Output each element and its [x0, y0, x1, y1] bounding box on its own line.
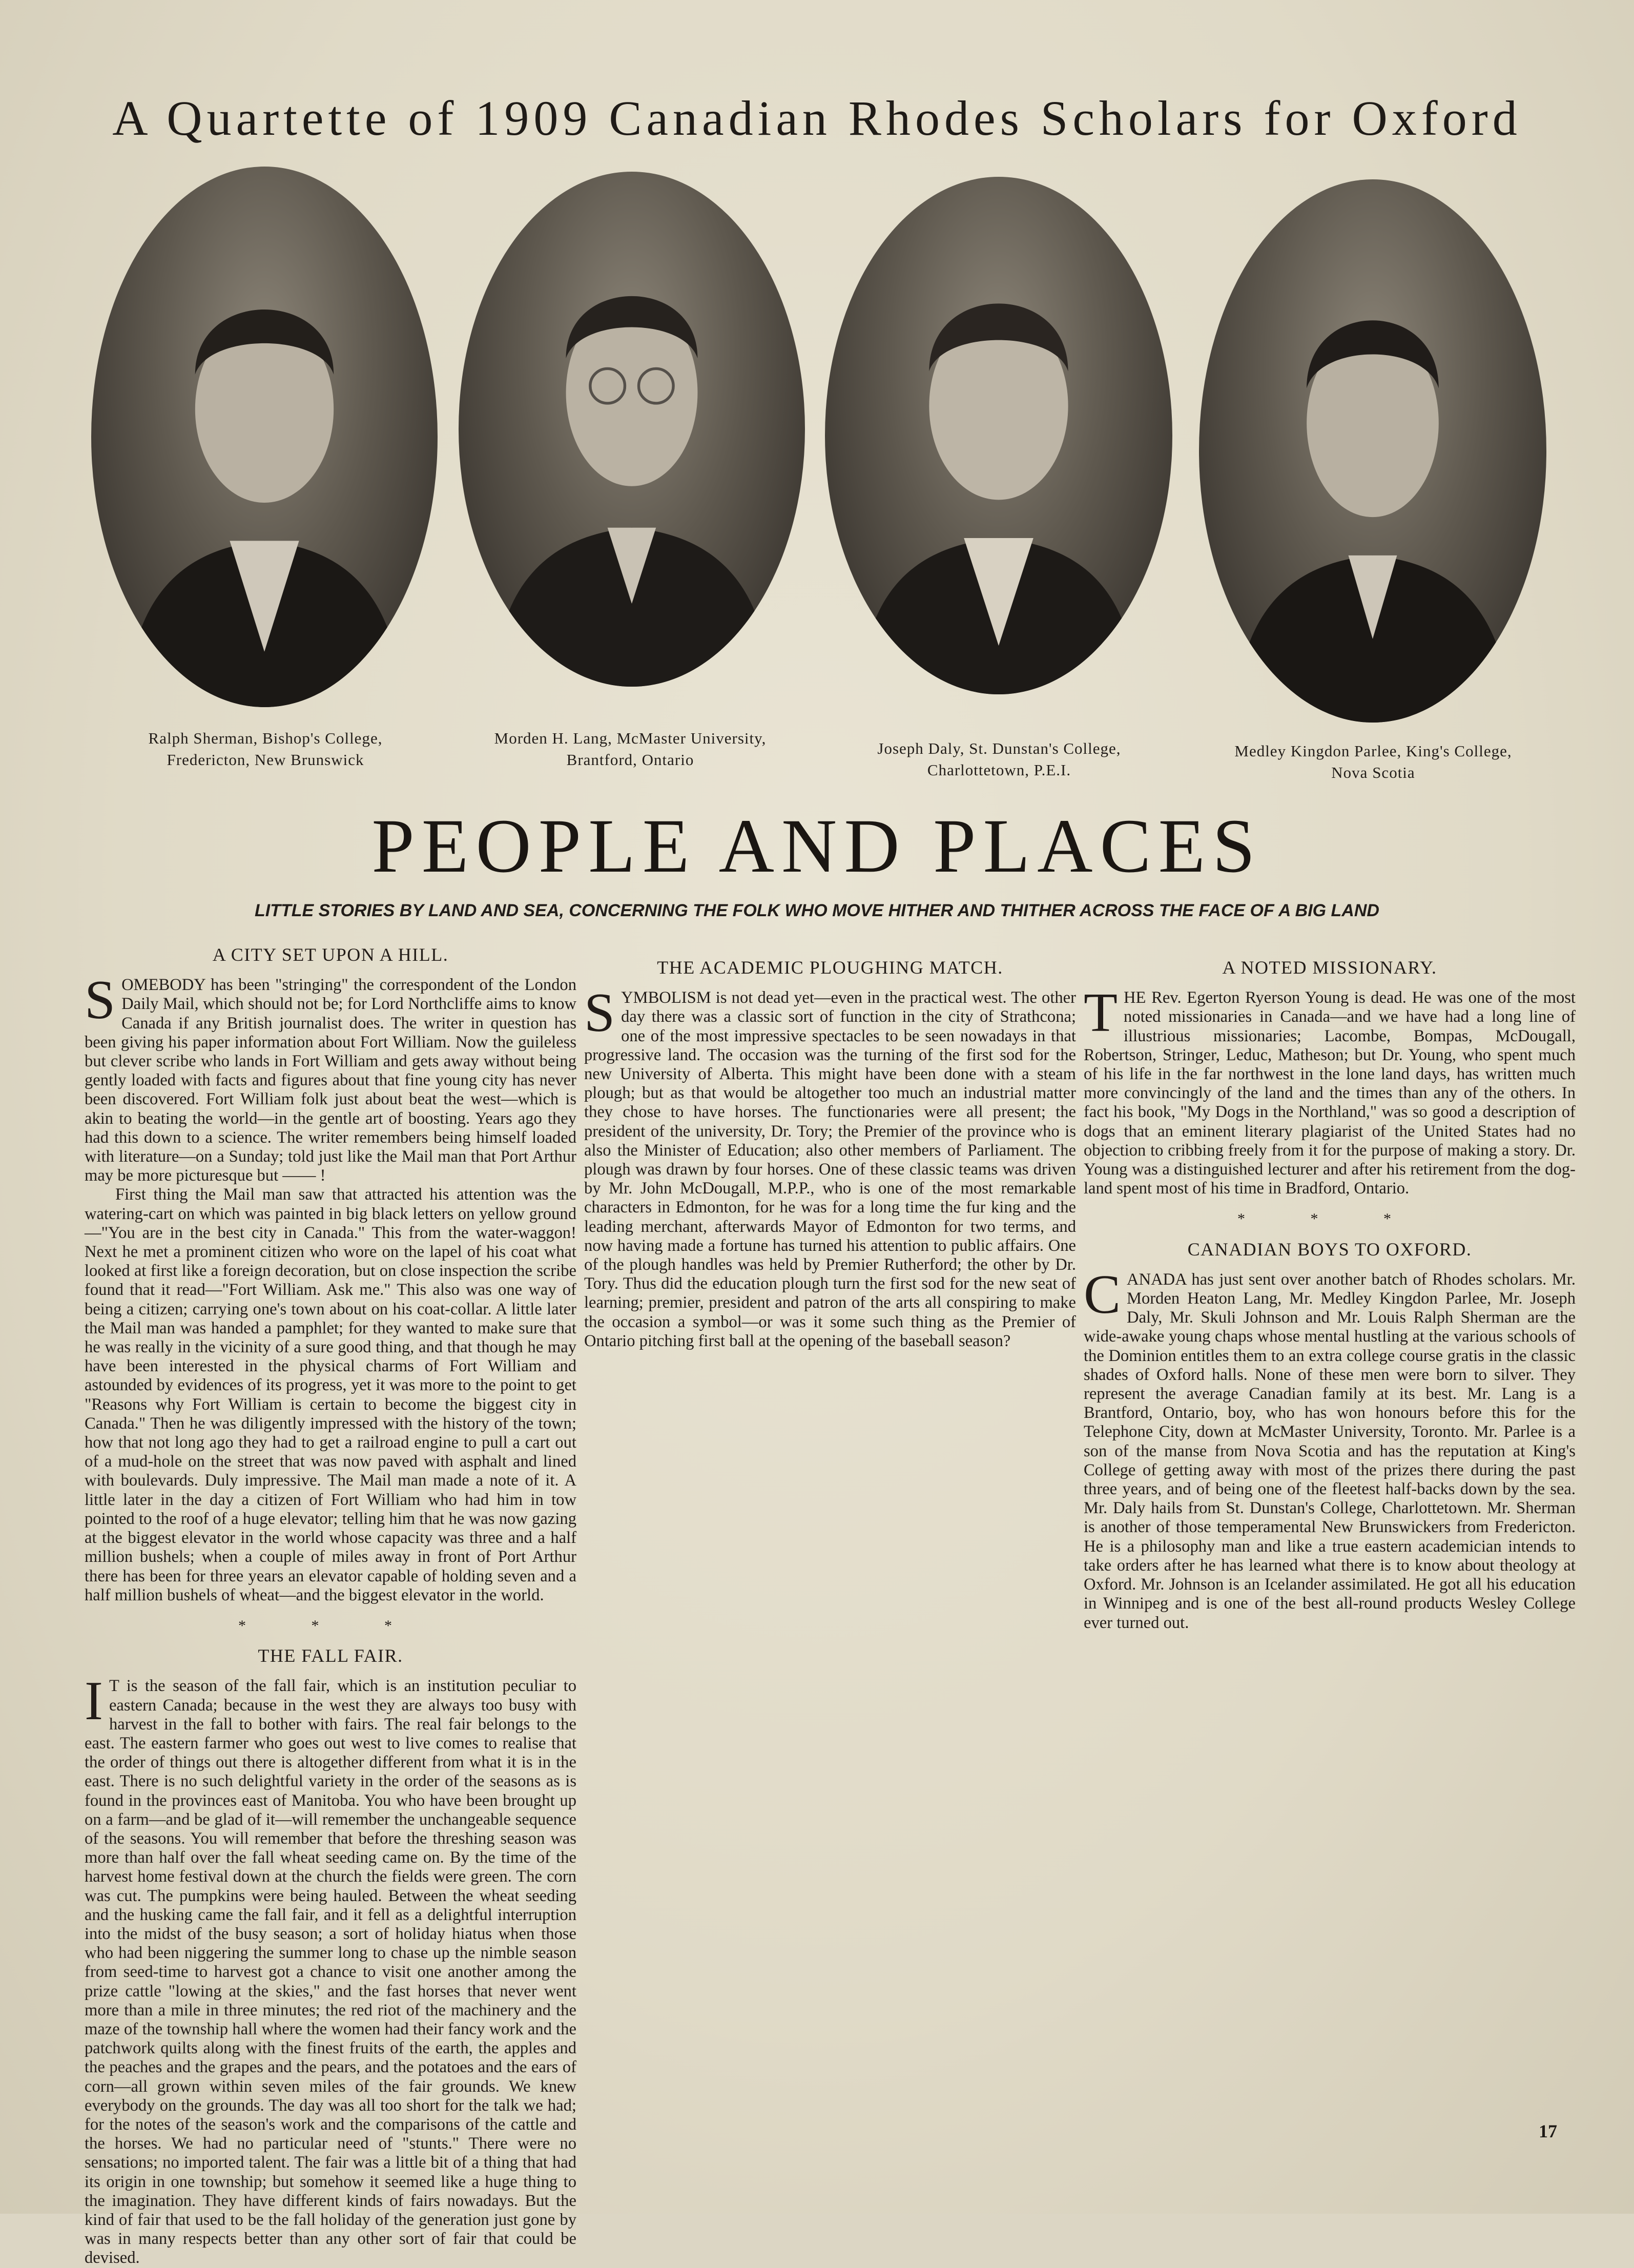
article-boys-paragraph-1 — [1084, 1264, 1576, 1633]
portrait-caption-3 — [820, 738, 1178, 781]
column-3 — [1084, 958, 1576, 1633]
dropcap-s2: S — [584, 982, 615, 1044]
caption-2-line1: Morden H. Lang, McMaster University, — [494, 729, 767, 747]
section-divider-2: * * * — [1237, 1210, 1422, 1228]
dropcap-t: T — [1084, 982, 1118, 1044]
column-1 — [85, 945, 576, 2268]
article-heading-boys: CANADIAN BOYS TO OXFORD. — [1187, 1239, 1472, 1260]
article-city-paragraph-2: First thing the Mail man saw that attracted his attention was the watering-cart on which was painted in big black letters on yellow ground—"You are in the best city in Canada." This from the water-waggon! Next he met a prominent citizen who wore on the lapel of his coat what looked at first like a foreign decoration, but on close inspection the scribe found that it read—"Fort William. Ask me." This also was one way of being a citizen; carrying one's town about on his coat-collar. A little later the Mail man was handed a pamphlet; for they wanted to make sure that he was really in the vicinity of a sure good thing, and that though he may have been interested in the physical charms of Fort William and astounded by evidences of its progress, yet it was more to the point to get "Reasons why Fort William is certain to become the biggest city in Canada." Then he was diligently impressed with the history of the town; how that not long ago they had to get a railroad engine to pull a cart out of a mud-hole on the street that was now paved with asphalt and lined with boulevards. Duly impressive. The Mail man made a note of it. A little later in the day a citizen of Fort William who had him in tow pointed to the roof of a huge elevator; telling him that he was now gazing at the biggest elevator in the world whose capacity was three and a half million bushels; when a couple of miles away in front of Port Arthur there has been for three years an elevator capable of holding seven and a half million bushels of wheat—and the biggest elevator in the world. — [85, 1185, 576, 1604]
article-heading-missionary: A NOTED MISSIONARY. — [1222, 957, 1437, 978]
article-missionary-paragraph-1 — [1084, 982, 1576, 1198]
article-heading-city: A CITY SET UPON A HILL. — [212, 944, 449, 965]
portrait-gallery-title: A Quartette of 1909 Canadian Rhodes Scholars for Oxford — [112, 91, 1522, 146]
dropcap-i: I — [85, 1671, 103, 1732]
section-subtitle: LITTLE STORIES BY LAND AND SEA, CONCERNING THE FOLK WHO MOVE HITHER AND THITHER ACROSS THE FACE OF A BIG LAND — [255, 901, 1379, 920]
caption-4-line2: Nova Scotia — [1331, 764, 1415, 781]
section-title: PEOPLE AND PLACES — [371, 803, 1263, 889]
caption-3-line1: Joseph Daly, St. Dunstan's College, — [877, 739, 1121, 757]
column-2 — [584, 958, 1076, 1351]
article-missionary-text: HE Rev. Egerton Ryerson Young is dead. He was one of the most noted missionaries in Canada—and we have had a long line of illustrious missionaries; Lacombe, Bompas, McDougall, Robertson, Stringer, Leduc, Matheson; but Dr. Young, who spent much of his life in the far northwest in the lone land days, has written much more convincingly of the land and the times than any of the others. In fact his book, "My Dogs in the Northland," was so good a description of dogs that an eminent literary plagiarist of the United States had no objection to cribbing freely from it for the purpose of making a story. Dr. Young was a distinguished lecturer and after his retirement from the dog-land spent most of his time in Bradford, Ontario. — [1084, 988, 1576, 1198]
portrait-caption-1 — [91, 728, 440, 771]
dropcap-s: S — [85, 970, 116, 1031]
portrait-photo-morden-lang — [459, 172, 805, 687]
portrait-caption-2 — [451, 728, 810, 771]
caption-2-line2: Brantford, Ontario — [566, 751, 694, 769]
article-city-text-1: OMEBODY has been "stringing" the correspondent of the London Daily Mail, which should not be; for Lord Northcliffe aims to know Canada if any British journalist does. The writer in question has been giving his paper information about Fort William. Now the guileless but clever scribe who lands in Fort William and gets away without being gently loaded with facts and figures about that fine young city has never been discovered. Fort William folk just about beat the west—which is akin to beating the world—in the gentle art of boosting. Years ago they had this down to a science. The writer remembers being himself loaded with literature—on a Sunday; told just like the Mail man that Port Arthur may be more picturesque but —— ! — [85, 976, 576, 1185]
article-plough-text: YMBOLISM is not dead yet—even in the practical west. The other day there was a classic sort of function in the city of Strathcona; one of the most impressive spectacles to be seen nowadays in that progressive land. The occasion was the turning of the first sod for the new University of Alberta. This might have been done with a steam plough; but as that would be altogether too much an industrial matter they chose to have horses. The functionaries were all present; the president of the university, Dr. Tory; the Premier of the province who is also the Minister of Education; also other members of Parliament. The plough was drawn by four horses. One of these classic teams was driven by Mr. John McDougall, M.P.P., who is one of the most remarkable characters in Edmonton, for he was for a long time the fur king and the leading merchant, afterwards Mayor of Edmonton for two terms, and now having made a fortune has turned his attention to public affairs. One of the plough handles was held by Premier Rutherford; the other by Dr. Tory. Thus did the education plough turn the first sod for the new seat of learning; premier, president and patron of the arts all conspiring to make the occasion a symbol—or was it some such thing as the Premier of Ontario pitching first ball at the opening of the baseball season? — [584, 988, 1076, 1350]
article-fair-text: T is the season of the fall fair, which is an institution peculiar to eastern Canada; because in the west they are always too busy with harvest in the fall to bother with fairs. The real fair belongs to the east. The eastern farmer who goes out west to live comes to realise that the order of things out there is altogether different from what it is in the east. There is no such delightful variety in the order of the seasons as is found in the provinces east of Manitoba. You who have been brought up on a farm—and be glad of it—will remember the unchangeable sequence of the seasons. You will remember that before the threshing season was more than half over the fall wheat seeding came on. By the time of the harvest home festival down at the church the fields were green. The corn was cut. The pumpkins were being hauled. Between the wheat seeding and the husking came the fall fair, and it fell as a delightful interruption into the midst of the busy season; a sort of holiday hiatus when those who had been niggering the summer long to chase up the nimble season from seed-time to harvest got a chance to visit one another among the prize cattle "lowing at the skies," and the fast horses that never went more than a mile in three minutes; the red riot of the machinery and the maze of the township hall where the women had their fancy work and the patchwork quilts along with the finest fruits of the earth, the apples and the peaches and the grapes and the pears, and the potatoes and the ears of corn—all grown within seven miles of the fair grounds. We knew everybody on the grounds. The day was all too short for the talk we had; for the notes of the season's work and the comparisons of the cattle and the horses. We had no particular need of "stunts." There were no sensations; no imported talent. The fair was a little bit of a thing that had its origin in one township; but somehow it seemed like a huge thing to the imagination. They have different kinds of fairs nowadays. But the kind of fair that used to be the fall holiday of the generation just gone by was in many respects better than any other sort of fair that could be devised. — [85, 1677, 576, 2267]
portrait-photo-ralph-sherman — [91, 167, 438, 707]
portrait-photo-joseph-daly — [825, 177, 1172, 694]
caption-4-line1: Medley Kingdon Parlee, King's College, — [1234, 742, 1512, 760]
caption-1-line2: Fredericton, New Brunswick — [167, 751, 364, 769]
article-plough-paragraph-1 — [584, 982, 1076, 1351]
page-number: 17 — [1539, 2121, 1557, 2141]
article-city-paragraph-1 — [85, 970, 576, 1185]
portrait-caption-4 — [1184, 740, 1563, 784]
article-heading-fair: THE FALL FAIR. — [258, 1645, 403, 1666]
article-boys-text: ANADA has just sent over another batch of Rhodes scholars. Mr. Morden Heaton Lang, Mr. Medley Kingdon Parlee, Mr. Joseph Daly, Mr. Skuli Johnson and Mr. Louis Ralph Sherman are the wide-awake young chaps whose mental hustling at the various schools of the Dominion entitles them to an extra college course gratis in the classic shades of Oxford halls. None of these men were born to silver. They represent the average Canadian family at its best. Mr. Lang is a Brantford, Ontario, boy, who has won honours before this for the Telephone City, down at McMaster University, Toronto. Mr. Parlee is a son of the manse from Nova Scotia and has the reputation at King's College of getting away with most of the prizes there during the past three years, and of being one of the fleetest half-backs down by the sea. Mr. Daly hails from St. Dunstan's College, Charlottetown. Mr. Sherman is another of those temperamental New Brunswickers from Fredericton. He is a philosophy man and like a true eastern academician intends to take orders after he has learned what there is to know about theology at Oxford. Mr. Johnson is an Icelander assimilated. He got all his education in Winnipeg and is one of the best all-round products Wesley College ever turned out. — [1084, 1270, 1576, 1632]
section-divider: * * * — [238, 1617, 423, 1634]
caption-1-line1: Ralph Sherman, Bishop's College, — [148, 729, 383, 747]
article-fair-paragraph-1 — [85, 1671, 576, 2267]
article-heading-plough: THE ACADEMIC PLOUGHING MATCH. — [657, 957, 1003, 978]
dropcap-c: C — [1084, 1264, 1121, 1325]
caption-3-line2: Charlottetown, P.E.I. — [927, 761, 1071, 779]
portrait-photo-medley-parlee — [1199, 179, 1546, 723]
